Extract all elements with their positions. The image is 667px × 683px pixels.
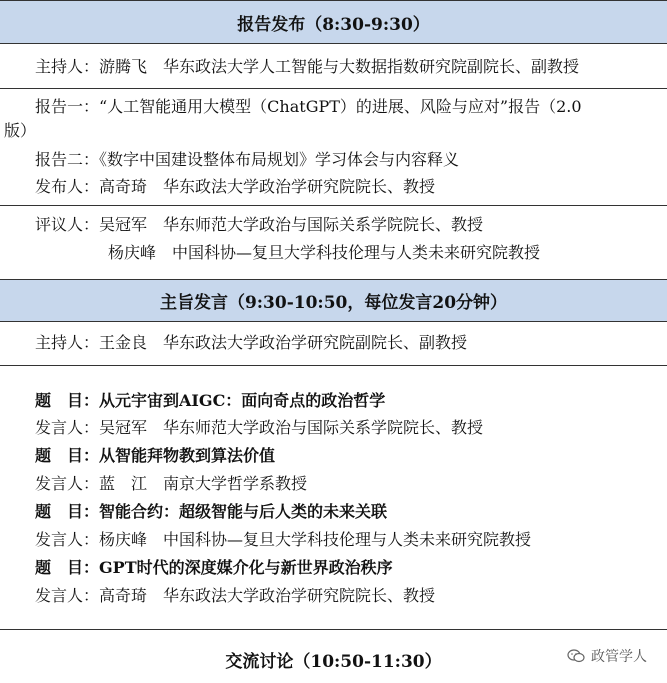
divider — [0, 88, 667, 89]
report-host: 主持人：游腾飞 华东政法大学人工智能与大数据指数研究院副院长、副教授 — [35, 57, 580, 76]
keynote-speaker: 发言人：高奇琦 华东政法大学政治学研究院院长、教授 — [35, 586, 436, 605]
divider — [0, 365, 667, 366]
keynote-topic: 题 目：从元宇宙到AIGC：面向奇点的政治哲学 — [35, 391, 386, 410]
report-reviewer-2: 杨庆峰 中国科协—复旦大学科技伦理与人类未来研究院教授 — [108, 243, 541, 262]
section-title: 报告发布（8:30-9:30） — [237, 14, 430, 35]
keynote-topic: 题 目：GPT时代的深度媒介化与新世界政治秩序 — [35, 558, 393, 577]
keynote-speaker: 发言人：吴冠军 华东师范大学政治与国际关系学院院长、教授 — [35, 418, 484, 437]
report-two: 报告二：《数字中国建设整体布局规划》学习体会与内容释义 — [35, 150, 460, 169]
divider — [0, 629, 667, 630]
keynote-speaker: 发言人：杨庆峰 中国科协—复旦大学科技伦理与人类未来研究院教授 — [35, 530, 532, 549]
keynote-speaker: 发言人：蓝 江 南京大学哲学系教授 — [35, 474, 308, 493]
report-reviewer-1: 评议人：吴冠军 华东师范大学政治与国际关系学院院长、教授 — [35, 215, 484, 234]
watermark — [567, 646, 647, 666]
section-header-keynote — [0, 279, 667, 322]
report-one-line1: 报告一：“人工智能通用大模型（ChatGPT）的进展、风险与应对”报告（2.0 — [35, 97, 582, 116]
report-presenter: 发布人：高奇琦 华东政法大学政治学研究院院长、教授 — [35, 177, 436, 196]
wechat-icon — [567, 649, 585, 663]
section-title: 主旨发言（9:30-10:50，每位发言20分钟） — [159, 293, 508, 313]
section-title: 交流讨论（10:50-11:30） — [225, 651, 442, 672]
divider — [0, 205, 667, 206]
keynote-host: 主持人：王金良 华东政法大学政治学研究院副院长、副教授 — [35, 333, 468, 352]
watermark-text: 政管学人 — [591, 649, 647, 665]
keynote-topic: 题 目：智能合约：超级智能与后人类的未来关联 — [35, 502, 388, 521]
report-one-line2: 版） — [4, 121, 37, 140]
keynote-topic: 题 目：从智能拜物教到算法价值 — [35, 446, 276, 465]
section-header-report-release — [0, 0, 667, 44]
